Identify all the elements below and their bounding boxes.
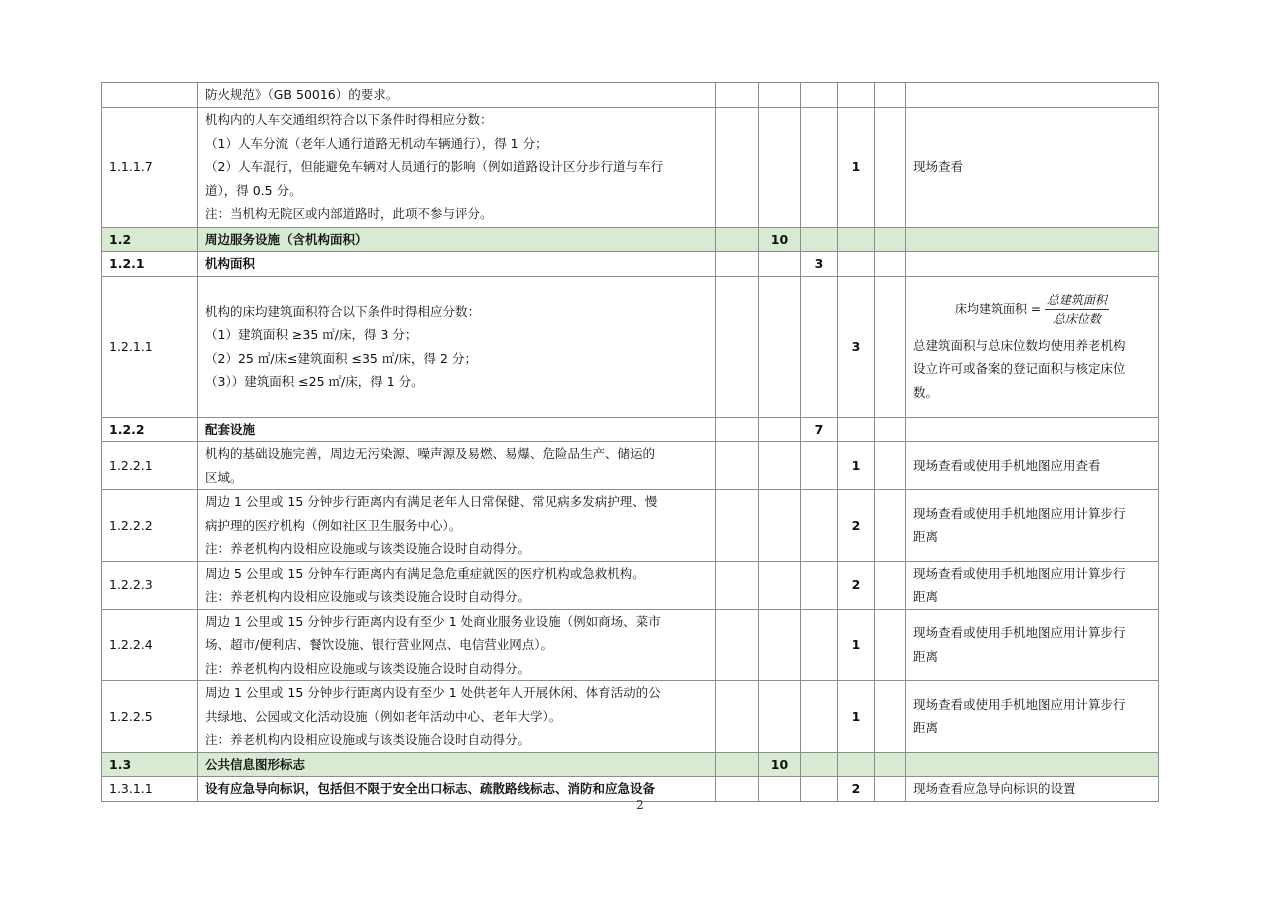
item-content: 防火规范》（GB 50016）的要求。 (198, 83, 716, 108)
subsection-score: 7 (801, 417, 838, 442)
section-id: 1.2 (102, 227, 198, 252)
item-content: 机构内的人车交通组织符合以下条件时得相应分数： （1）人车分流（老年人通行道路无机动车辆通行），得 1 分； （2）人车混行，但能避免车辆对人员通行的影响（例如道路设计区分步行道与车行 道），得 0.5 分。 注：当机构无院区或内部道路时，此项不参与评分。 (198, 107, 716, 227)
item-content: 机构的基础设施完善，周边无污染源、噪声源及易燃、易爆、危险品生产、储运的 区域。 (198, 442, 716, 490)
table-row (102, 107, 1159, 227)
section-id: 1.3 (102, 752, 198, 777)
table-row (102, 83, 1159, 108)
item-id: 1.2.2.4 (102, 609, 198, 681)
scoring-table (101, 82, 1159, 802)
table-row (102, 227, 1159, 252)
page-number: 2 (636, 798, 644, 812)
section-total-score: 10 (759, 227, 801, 252)
subsection-id: 1.2.2 (102, 417, 198, 442)
formula-denominator: 总床位数 (1052, 311, 1101, 326)
table-row (102, 609, 1159, 681)
score-value: 1 (838, 107, 875, 227)
area-formula (913, 291, 1151, 328)
item-content: 周边 1 公里或 15 分钟步行距离内有满足老年人日常保健、常见病多发病护理、慢 病护理的医疗机构（例如社区卫生服务中心）。 注：养老机构内设相应设施或与该类设施合设时自动得分。 (198, 490, 716, 562)
section-title: 公共信息图形标志 (198, 752, 716, 777)
evaluation-method: 现场查看 (906, 107, 1159, 227)
evaluation-method: 现场查看或使用手机地图应用计算步行 距离 (906, 609, 1159, 681)
item-id: 1.2.2.1 (102, 442, 198, 490)
formula-numerator: 总建筑面积 (1045, 291, 1109, 310)
score-value: 1 (838, 609, 875, 681)
subsection-score: 3 (801, 252, 838, 277)
item-id: 1.2.2.3 (102, 561, 198, 609)
section-total-score: 10 (759, 752, 801, 777)
item-content: 周边 1 公里或 15 分钟步行距离内设有至少 1 处供老年人开展休闲、体育活动的公 共绿地、公园或文化活动设施（例如老年活动中心、老年大学）。 注：养老机构内设相应设施或与该类设施合设时自动得分。 (198, 681, 716, 753)
table-row (102, 490, 1159, 562)
item-id: 1.2.2.5 (102, 681, 198, 753)
item-content: 设有应急导向标识，包括但不限于安全出口标志、疏散路线标志、消防和应急设备 (198, 777, 716, 802)
evaluation-method: 现场查看或使用手机地图应用计算步行 距离 (906, 681, 1159, 753)
item-content: 周边 5 公里或 15 分钟车行距离内有满足急危重症就医的医疗机构或急救机构。 注：养老机构内设相应设施或与该类设施合设时自动得分。 (198, 561, 716, 609)
evaluation-method: 现场查看或使用手机地图应用计算步行 距离 (906, 490, 1159, 562)
item-id: 1.3.1.1 (102, 777, 198, 802)
formula-lhs: 床均建筑面积 = (955, 302, 1041, 317)
table-row (102, 252, 1159, 277)
table-row (102, 442, 1159, 490)
evaluation-method: 现场查看或使用手机地图应用计算步行 距离 (906, 561, 1159, 609)
subsection-id: 1.2.1 (102, 252, 198, 277)
score-value: 2 (838, 777, 875, 802)
score-value: 3 (838, 276, 875, 417)
score-value: 1 (838, 442, 875, 490)
evaluation-method: 现场查看或使用手机地图应用查看 (906, 442, 1159, 490)
section-title: 周边服务设施（含机构面积） (198, 227, 716, 252)
item-id (102, 83, 198, 108)
subsection-title: 机构面积 (198, 252, 716, 277)
table-row (102, 417, 1159, 442)
score-value: 2 (838, 561, 875, 609)
item-id: 1.1.1.7 (102, 107, 198, 227)
item-content: 周边 1 公里或 15 分钟步行距离内设有至少 1 处商业服务业设施（例如商场、菜市 场、超市/便利店、餐饮设施、银行营业网点、电信营业网点）。 注：养老机构内设相应设施或与该类设施合设时自动得分。 (198, 609, 716, 681)
subsection-title: 配套设施 (198, 417, 716, 442)
item-id: 1.2.2.2 (102, 490, 198, 562)
table-row (102, 276, 1159, 417)
evaluation-method: 床均建筑面积 = $\frac{\text{总建筑面积}}{\text{总床位数}}$ 总建筑面积与总床位数均使用养老机构 设立许可或备案的登记面积与核定床位 数。 (906, 276, 1159, 417)
table-row (102, 681, 1159, 753)
evaluation-method: 现场查看应急导向标识的设置 (906, 777, 1159, 802)
table-row (102, 752, 1159, 777)
item-content: 机构的床均建筑面积符合以下条件时得相应分数： （1）建筑面积 ≥35 ㎡/床，得 3 分； （2）25 ㎡/床≤建筑面积 ≤35 ㎡/床，得 2 分； （3））建筑面积 ≤25 ㎡/床，得 1 分。 (198, 276, 716, 417)
score-value: 2 (838, 490, 875, 562)
item-id: 1.2.1.1 (102, 276, 198, 417)
table-row (102, 561, 1159, 609)
formula-fraction (1045, 291, 1109, 328)
score-value: 1 (838, 681, 875, 753)
